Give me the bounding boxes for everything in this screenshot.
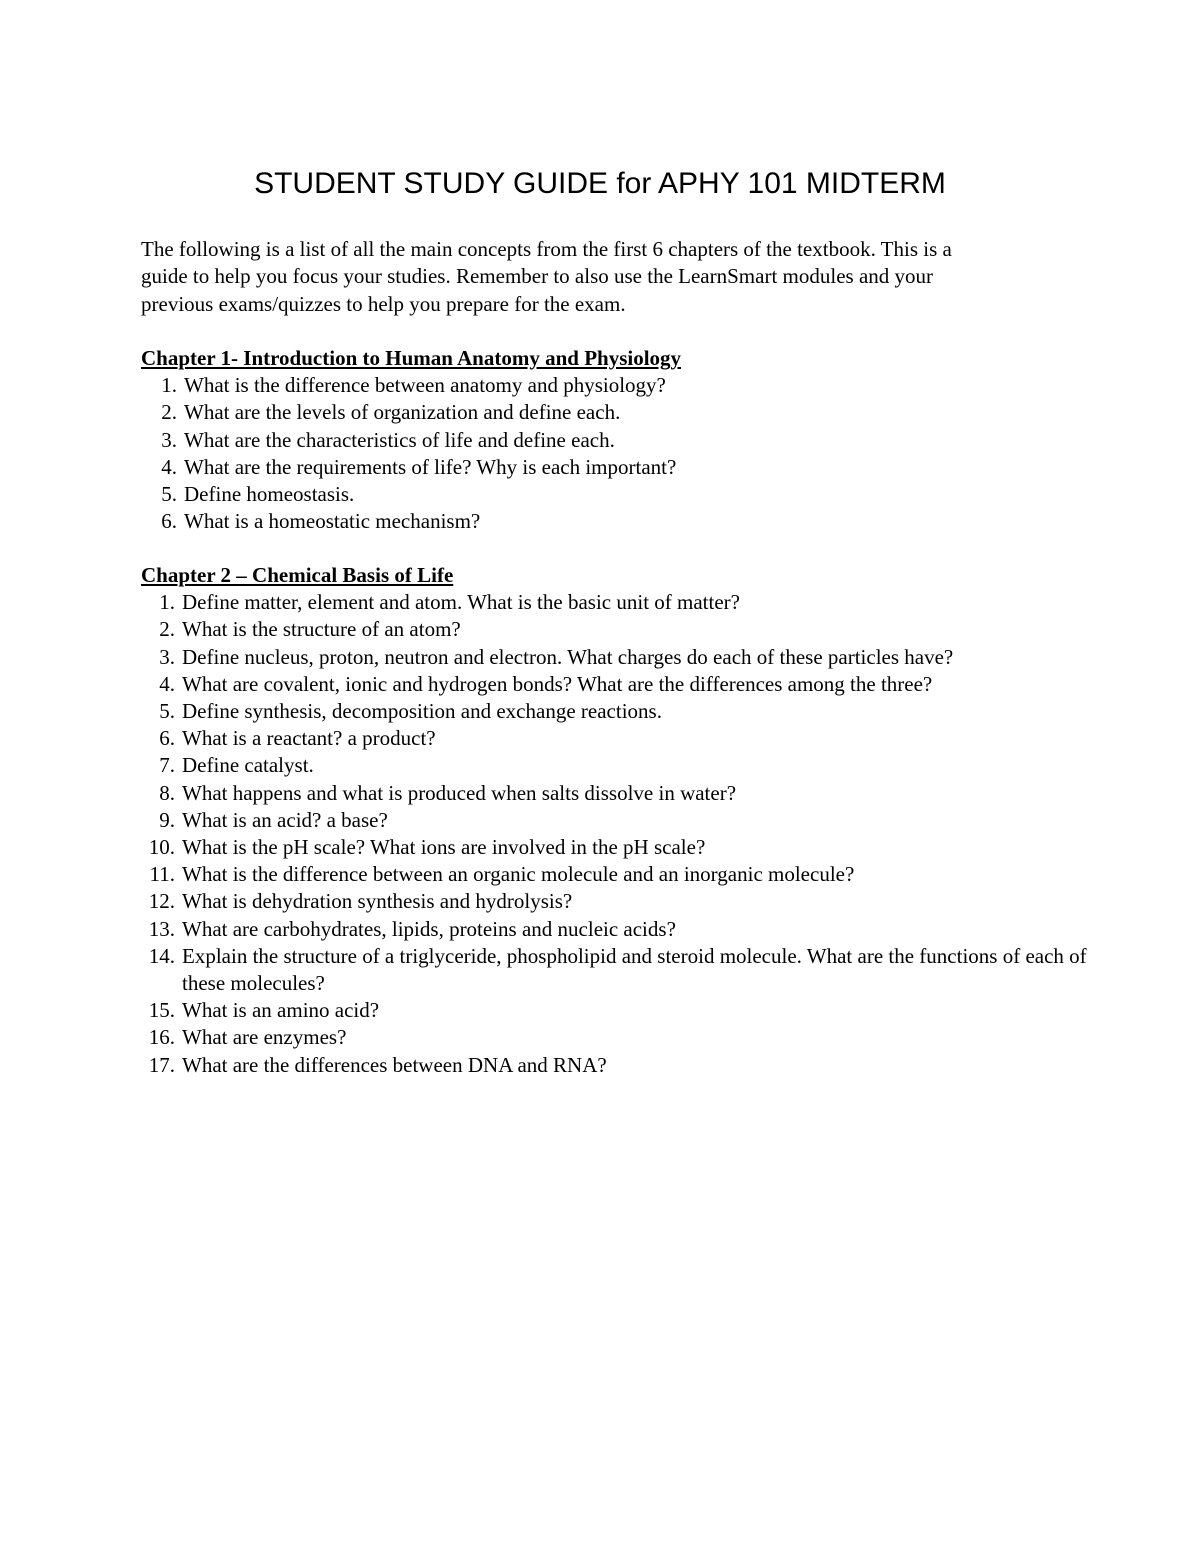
question-text: Explain the structure of a triglyceride, phospholipid and steroid molecule. What are the functions of each of these molecules? — [182, 943, 1087, 996]
question-item — [141, 807, 1101, 834]
question-text: What is a homeostatic mechanism? — [184, 509, 481, 534]
question-item — [141, 943, 1101, 997]
question-text: What are carbohydrates, lipids, proteins and nucleic acids? — [182, 916, 676, 941]
question-number: 15. — [148, 998, 175, 1023]
question-text: What is the difference between an organic molecule and an inorganic molecule? — [182, 862, 855, 887]
question-text: What is the pH scale? What ions are involved in the pH scale? — [182, 835, 706, 860]
document-title: STUDENT STUDY GUIDE for APHY 101 MIDTERM — [254, 167, 946, 200]
question-item — [141, 427, 1101, 454]
question-list — [141, 589, 1101, 1079]
question-number: 11. — [149, 862, 175, 887]
question-number: 9. — [159, 807, 175, 832]
question-text: What is a reactant? a product? — [182, 726, 436, 751]
question-number: 13. — [148, 916, 175, 941]
question-item — [141, 671, 1101, 698]
question-number: 1. — [161, 373, 177, 398]
chapter-1-section — [141, 345, 1101, 535]
question-text: What are covalent, ionic and hydrogen bonds? What are the differences among the three? — [182, 671, 933, 696]
question-item — [141, 997, 1101, 1024]
question-number: 17. — [148, 1052, 175, 1077]
question-number: 2. — [161, 400, 177, 425]
question-number: 4. — [159, 671, 175, 696]
question-number: 1. — [159, 590, 175, 615]
question-text: What are enzymes? — [182, 1025, 347, 1050]
question-number: 8. — [159, 780, 175, 805]
question-text: What is an acid? a base? — [182, 807, 388, 832]
question-text: What is the difference between anatomy and physiology? — [184, 373, 666, 398]
question-text: Define matter, element and atom. What is the basic unit of matter? — [182, 590, 740, 615]
question-item — [141, 399, 1101, 426]
question-item — [141, 1024, 1101, 1051]
question-item — [141, 861, 1101, 888]
question-item — [141, 780, 1101, 807]
question-text: Define nucleus, proton, neutron and electron. What charges do each of these particles have? — [182, 644, 954, 669]
question-number: 10. — [148, 835, 175, 860]
question-text: What are the levels of organization and define each. — [184, 400, 621, 425]
question-text: What are the characteristics of life and define each. — [184, 427, 615, 452]
intro-paragraph — [141, 236, 1081, 318]
question-text: What is dehydration synthesis and hydrolysis? — [182, 889, 573, 914]
question-text: Define homeostasis. — [184, 482, 355, 507]
question-text: What happens and what is produced when salts dissolve in water? — [182, 780, 737, 805]
question-item — [141, 454, 1101, 481]
question-number: 4. — [161, 454, 177, 479]
question-item — [141, 616, 1101, 643]
question-number: 14. — [148, 943, 175, 968]
question-item — [141, 372, 1101, 399]
question-list — [141, 372, 1101, 535]
question-number: 2. — [159, 617, 175, 642]
question-item — [141, 508, 1101, 535]
question-number: 6. — [159, 726, 175, 751]
question-item — [141, 481, 1101, 508]
question-number: 16. — [148, 1025, 175, 1050]
question-number: 6. — [161, 509, 177, 534]
question-number: 5. — [159, 699, 175, 724]
intro-line: previous exams/quizzes to help you prepare for the exam. — [141, 291, 626, 316]
question-item — [141, 589, 1101, 616]
question-item — [141, 834, 1101, 861]
question-text: What are the requirements of life? Why is each important? — [184, 454, 677, 479]
question-item — [141, 916, 1101, 943]
question-item — [141, 1052, 1101, 1079]
intro-line: The following is a list of all the main concepts from the first 6 chapters of the textbook. This is a — [141, 237, 952, 261]
question-item — [141, 752, 1101, 779]
question-item — [141, 698, 1101, 725]
question-text: What are the differences between DNA and RNA? — [182, 1052, 607, 1077]
question-number: 12. — [148, 889, 175, 914]
question-item — [141, 725, 1101, 752]
question-number: 5. — [161, 482, 177, 507]
question-item — [141, 644, 1101, 671]
chapter-2-section — [141, 562, 1101, 1079]
question-number: 3. — [159, 644, 175, 669]
question-text: What is an amino acid? — [182, 998, 380, 1023]
question-number: 3. — [161, 427, 177, 452]
question-text: Define synthesis, decomposition and exchange reactions. — [182, 699, 662, 724]
question-item — [141, 888, 1101, 915]
question-number: 7. — [159, 753, 175, 778]
question-text: Define catalyst. — [182, 753, 314, 778]
chapter-heading: Chapter 2 – Chemical Basis of Life — [141, 563, 454, 587]
question-text: What is the structure of an atom? — [182, 617, 461, 642]
chapter-heading: Chapter 1- Introduction to Human Anatomy and Physiology — [141, 346, 682, 370]
intro-line: guide to help you focus your studies. Remember to also use the LearnSmart modules and your — [141, 264, 934, 289]
